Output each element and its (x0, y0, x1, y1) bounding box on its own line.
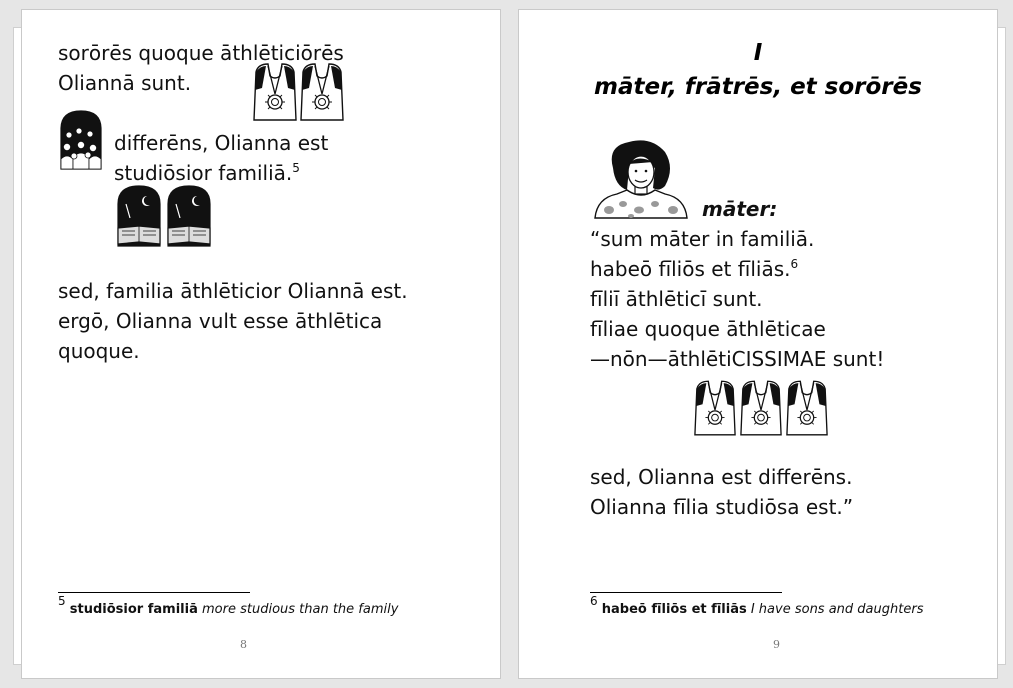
medal-icon (785, 378, 829, 440)
left-para3-line1: sed, familia āthlēticior Oliannā est. (58, 279, 408, 303)
medal-icon (693, 378, 737, 440)
chapter-title: māter, frātrēs, et sorōrēs (594, 74, 922, 100)
right-line1: “sum māter in familiā. (590, 227, 815, 251)
left-para2-line2: studiōsior familiā.$^5$ (114, 161, 300, 185)
night-reading-icon (166, 184, 212, 248)
right-closing-line1: sed, Olianna est differēns. (590, 465, 853, 489)
footnote-term: studiōsior familiā (69, 602, 198, 617)
left-para3-line2: ergō, Olianna vult esse āthlētica (58, 309, 383, 333)
footnote-separator (58, 592, 250, 593)
left-para1-line1: sorōrēs quoque āthlēticiōrēs (58, 41, 344, 65)
left-para2-line1: differēns, Olianna est (114, 131, 329, 155)
footnote-gloss: I have sons and daughters (750, 602, 924, 617)
page-right (518, 9, 998, 679)
chapter-number: I (753, 40, 763, 66)
right-line3: fīliī āthlēticī sunt. (590, 287, 763, 311)
speaker-label: māter: (702, 197, 778, 221)
page-number: 8 (240, 638, 247, 651)
page-left (21, 9, 501, 679)
footnote-gloss: more studious than the family (202, 602, 399, 617)
footnote-5 (58, 594, 399, 617)
footnote-number: 5 (58, 594, 66, 608)
mother-portrait-icon (593, 138, 689, 220)
right-line4: fīliae quoque āthlēticae (590, 317, 826, 341)
footnote-ref-5: 5 (292, 161, 300, 175)
footnote-ref-6: 6 (790, 257, 799, 271)
medal-icon (299, 62, 345, 124)
right-closing-line2: Olianna fīlia studiōsa est.” (590, 495, 854, 519)
left-para3-line3: quoque. (58, 339, 140, 363)
right-line2: habeō fīliōs et fīliās.$^6$ (590, 257, 799, 281)
footnote-6 (590, 594, 924, 617)
footnote-number: 6 (590, 594, 598, 608)
footnote-separator (590, 592, 782, 593)
left-para1-line2: Oliannā sunt. (58, 71, 192, 95)
footnote-term: habeō fīliōs et fīliās (601, 602, 747, 617)
right-line5: —nōn—āthlētiCISSIMAE sunt! (590, 347, 885, 371)
page-number: 9 (773, 638, 780, 651)
night-reading-icon (116, 184, 162, 248)
medal-icon (739, 378, 783, 440)
crowd-icon (59, 109, 103, 171)
medal-icon (252, 62, 298, 124)
